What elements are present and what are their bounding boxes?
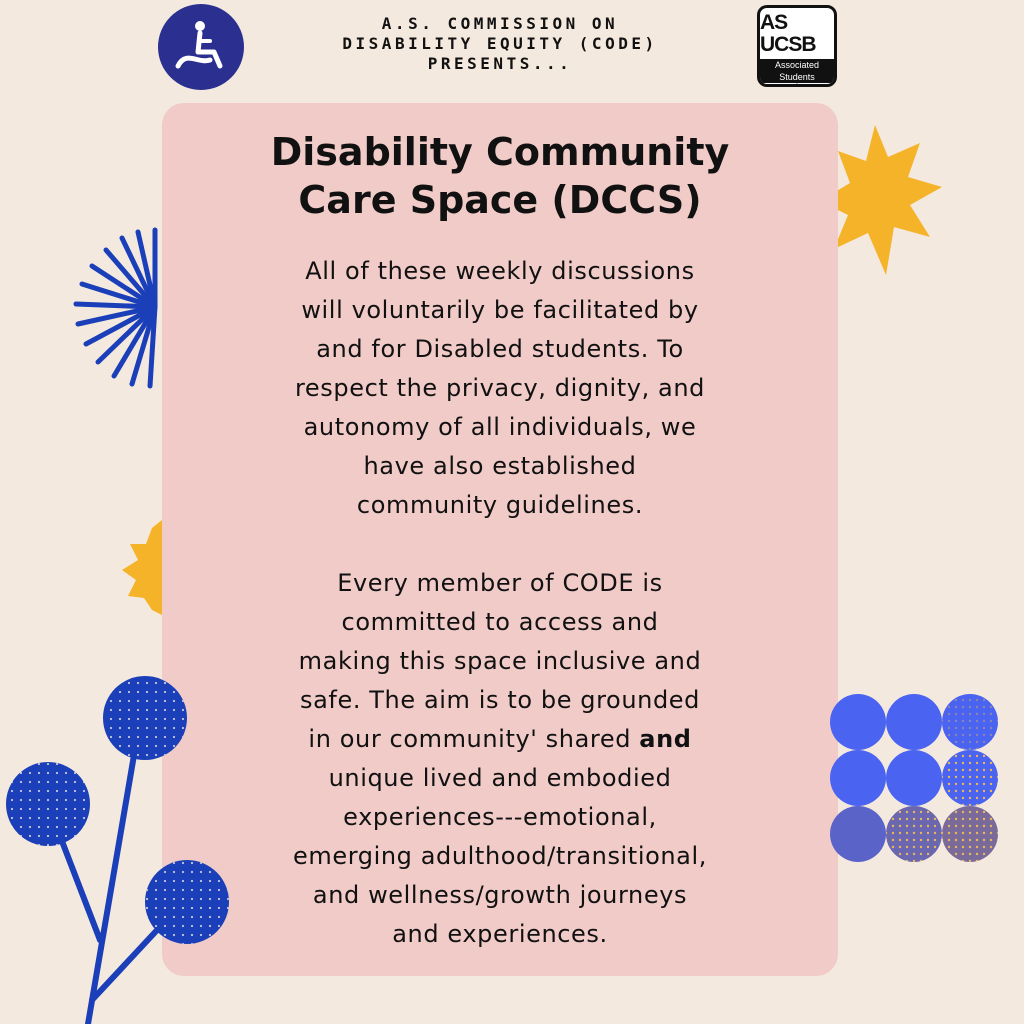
presenter-header — [290, 14, 710, 74]
paragraph-line: All of these weekly discussions — [305, 257, 695, 285]
paragraph-line: making this space inclusive and — [298, 647, 702, 675]
header-line: PRESENTS... — [427, 54, 573, 73]
wave-icon — [767, 83, 827, 84]
paragraph-line: experiences---emotional, — [343, 803, 657, 831]
paragraph-line: have also established — [363, 452, 637, 480]
wheelchair-accessibility-icon — [170, 16, 232, 78]
paragraph-line: Every member of CODE is — [337, 569, 663, 597]
description-paragraph — [200, 252, 800, 525]
logo-sub-text: Associated Students — [760, 59, 834, 83]
paragraph-line: community guidelines. — [356, 491, 644, 519]
blue-sunburst-decoration — [60, 220, 170, 395]
emphasis-text: and — [639, 725, 692, 753]
dot-grid-decoration — [828, 690, 1008, 870]
wheelchair-logo — [158, 4, 244, 90]
header-line: DISABILITY EQUITY (CODE) — [342, 34, 658, 53]
paragraph-line: and experiences. — [392, 920, 608, 948]
paragraph-line: and wellness/growth journeys — [312, 881, 688, 909]
paragraph-line: respect the privacy, dignity, and — [294, 374, 706, 402]
paragraph-line: unique lived and embodied — [328, 764, 672, 792]
mission-paragraph — [200, 564, 800, 954]
paragraph-text: in our community' shared — [308, 725, 632, 753]
paragraph-line: will voluntarily be facilitated by — [301, 296, 699, 324]
as-ucsb-logo — [757, 5, 837, 87]
page-title — [0, 128, 1000, 224]
logo-main-text: AS UCSB — [760, 11, 816, 56]
paragraph-line: emerging adulthood/transitional, — [292, 842, 707, 870]
header-line: A.S. COMMISSION ON — [381, 14, 619, 33]
yellow-starburst-decoration — [122, 520, 167, 615]
paragraph-line: safe. The aim is to be grounded — [300, 686, 700, 714]
paragraph-line: committed to access and — [341, 608, 659, 636]
paragraph-line — [200, 720, 800, 759]
blue-flower-decoration — [0, 670, 240, 1024]
paragraph-line: autonomy of all individuals, we — [303, 413, 697, 441]
paragraph-line: and for Disabled students. To — [316, 335, 684, 363]
title-line: Care Space (DCCS) — [298, 178, 702, 222]
title-line: Disability Community — [270, 130, 730, 174]
